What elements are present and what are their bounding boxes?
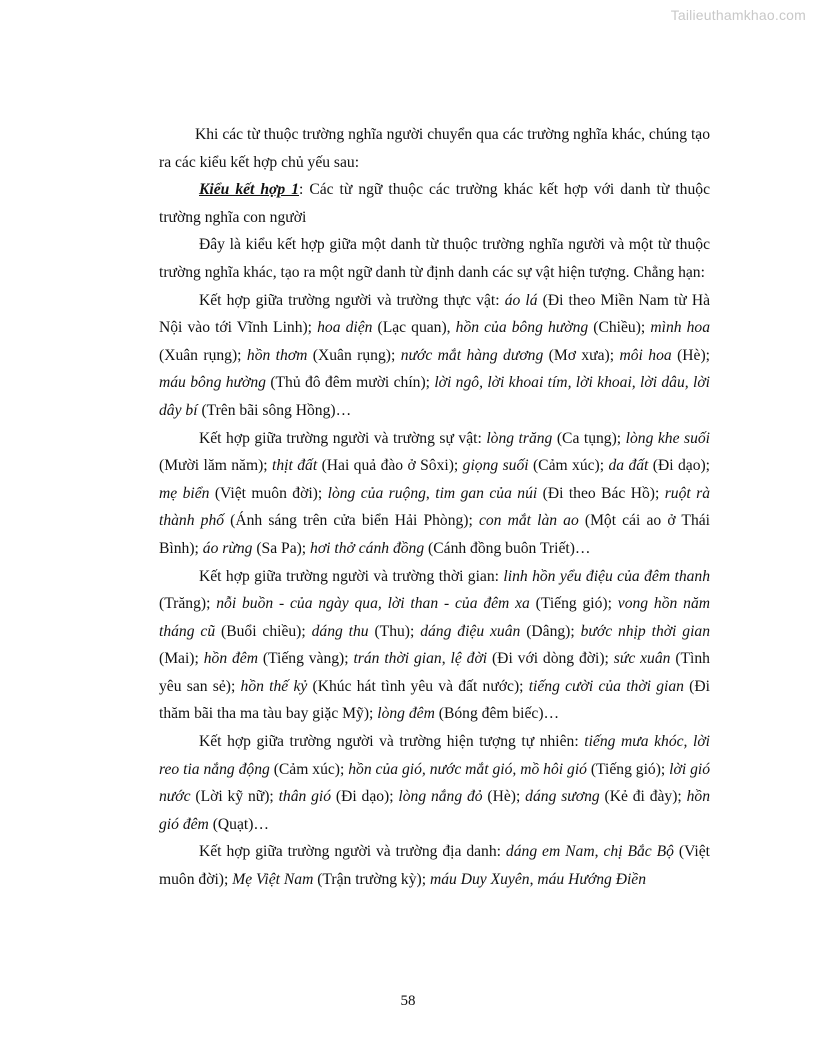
example-term: hồn đêm (203, 650, 258, 668)
example-text: , (594, 843, 604, 861)
example-term: nỗi buồn - của ngày qua, lời than - của đêm xa (216, 595, 530, 613)
example-term: dáng sương (525, 788, 600, 806)
example-term: tiếng mưa khóc, lời reo tia nắng động (159, 733, 710, 778)
example-term: thịt đất (272, 457, 318, 475)
example-text: , (425, 484, 436, 502)
example-term: hồn gió đêm (159, 788, 710, 833)
example-text: Kết hợp giữa trường người và trường sự vật: (199, 429, 487, 447)
example-term: hồn của gió, nước mắt gió, mồ hôi gió (348, 760, 587, 778)
example-term: linh hồn yểu điệu của đêm thanh (503, 567, 711, 585)
example-term: lòng đêm (377, 705, 435, 723)
example-term: áo rừng (202, 539, 253, 557)
example-text: (Lời kỹ nữ); (190, 788, 279, 806)
definition-paragraph: Đây là kiểu kết hợp giữa một danh từ thuộc trường nghĩa người và một từ thuộc trường nghĩa khác, tạo ra một ngữ danh từ định danh các sự vật hiện tượng. Chẳng hạn: (159, 236, 710, 281)
example-text: (Việt muôn đời); (159, 843, 710, 889)
example-text: (Tiếng vàng); (257, 650, 354, 668)
example-text: (Mơ xưa); (543, 346, 620, 364)
example-text: (Cánh đồng buôn Triết)… (424, 539, 591, 557)
example-term: lời ngô, lời khoai tím, lời khoai, lời dâu, lời dây bí (159, 374, 710, 419)
example-text: (Kẻ đi đày); (599, 788, 687, 806)
example-text: (Đi với dòng đời); (487, 650, 614, 668)
example-term: con mắt làn ao (478, 512, 579, 530)
example-text: , (529, 871, 538, 889)
type1-paragraph (159, 176, 710, 231)
example-term: môi hoa (619, 346, 672, 364)
type1-text: : Các từ ngữ thuộc các trường khác kết hợp với danh từ thuộc trường nghĩa con người (159, 181, 710, 226)
example-text: (Sa Pa); (252, 539, 311, 557)
example-text: (Khúc hát tình yêu và đất nước); (307, 677, 529, 695)
example-term: hồn thế kỷ (240, 677, 308, 695)
example-text: (Tình yêu san sẻ); (159, 650, 710, 695)
example-text: (Chiều); (588, 319, 651, 337)
example-term: chị Bắc Bộ (603, 843, 674, 861)
example-text: (Buổi chiều); (215, 622, 312, 640)
example-text: (Xuân rụng); (159, 346, 247, 364)
example-term: lời gió nước (159, 760, 710, 806)
example-term: hơi thở cánh đồng (310, 539, 425, 557)
example-text: (Đi dạo); (648, 457, 711, 475)
example-text: (Mười lăm năm); (159, 457, 273, 475)
example-text: (Cảm xúc); (269, 760, 349, 778)
example-term: hồn thơm (246, 346, 308, 364)
example-term: áo lá (504, 291, 538, 309)
example-text: (Đi dạo); (331, 788, 399, 806)
example-text: (Hè); (671, 346, 710, 364)
example-text: (Việt muôn đời); (209, 484, 328, 502)
example-text: , (441, 650, 451, 668)
example-term: vong hồn năm tháng cũ (159, 595, 711, 640)
example-term: dáng điệu xuân (420, 622, 521, 640)
example-paragraph (159, 728, 710, 838)
example-term: mẹ biển (159, 484, 210, 502)
example-text: (Mai); (159, 650, 204, 668)
example-text: (Ánh sáng trên cửa biển Hải Phòng); (224, 512, 479, 530)
page-number: 58 (400, 993, 416, 1009)
example-text: (Tiếng gió); (586, 760, 670, 778)
example-text: (Thủ đô đêm mười chín); (265, 374, 435, 392)
example-term: tiếng cười của thời gian (528, 677, 684, 695)
example-text: (Hai quả đào ở Sôxi); (317, 457, 463, 475)
example-term: ruột rà thành phố (159, 484, 710, 530)
page-body (159, 121, 710, 894)
example-text: (Đi theo Bác Hồ); (537, 484, 665, 502)
example-text: (Cảm xúc); (528, 457, 609, 475)
example-term: nước mắt hàng dương (400, 346, 544, 364)
example-term: máu Duy Xuyên (429, 871, 530, 889)
example-text: (Tiếng gió); (529, 595, 618, 613)
type1-label: Kiểu kết hợp 1 (199, 181, 299, 199)
example-text: (Thu); (368, 622, 421, 640)
example-text: (Đi theo Miền Nam từ Hà Nội vào tới Vĩnh Linh); (159, 291, 710, 337)
example-paragraph (159, 287, 710, 425)
example-text: Kết hợp giữa trường người và trường thực vật: (199, 291, 505, 309)
example-term: dáng em Nam (505, 843, 595, 861)
example-term: tim gan của núi (435, 484, 538, 502)
example-text: (Quạt)… (208, 815, 270, 833)
example-term: thân gió (278, 788, 332, 806)
example-term: hoa diện (317, 319, 373, 337)
watermark: Tailieuthamkhao.com (670, 7, 806, 23)
example-term: máu Hướng Điền (537, 871, 647, 889)
example-text: (Trận trường kỳ); (313, 871, 430, 889)
example-term: giọng suối (462, 457, 529, 475)
example-text: (Xuân rụng); (307, 346, 401, 364)
example-text: Kết hợp giữa trường người và trường thời gian: (199, 567, 504, 585)
example-term: mình hoa (650, 319, 711, 337)
example-term: máu bông hường (159, 374, 266, 392)
example-text: (Ca tụng); (552, 429, 626, 447)
example-text: (Đi thăm bãi tha ma tàu bay giặc Mỹ); (159, 677, 710, 723)
example-text: (Một cái ao ở Thái Bình); (159, 512, 710, 557)
example-term: lòng trăng (486, 429, 553, 447)
example-text: (Dâng); (520, 622, 581, 640)
example-term: lòng của ruộng (327, 484, 426, 502)
example-text: Kết hợp giữa trường người và trường hiện tượng tự nhiên: (199, 733, 585, 751)
example-text: Kết hợp giữa trường người và trường địa danh: (199, 843, 506, 861)
example-text: (Bóng đêm biếc)… (434, 705, 560, 723)
example-text: (Trên bãi sông Hồng)… (197, 401, 352, 419)
example-term: Mẹ Việt Nam (232, 871, 314, 889)
example-term: lòng khe suối (625, 429, 711, 447)
example-term: hồn của bông hường (455, 319, 589, 337)
example-text: (Trăng); (159, 595, 217, 613)
example-term: lòng nắng đỏ (398, 788, 483, 806)
example-term: lệ đời (450, 650, 488, 668)
intro-paragraph: Khi các từ thuộc trường nghĩa người chuyển qua các trường nghĩa khác, chúng tạo ra các kiểu kết hợp chủ yếu sau: (159, 126, 710, 171)
example-paragraph (159, 563, 710, 729)
examples-section (159, 287, 710, 894)
example-term: da đất (608, 457, 649, 475)
example-term: dáng thu (311, 622, 369, 640)
example-text: (Hè); (482, 788, 526, 806)
example-term: sức xuân (613, 650, 671, 668)
example-term: bước nhịp thời gian (580, 622, 710, 640)
example-paragraph (159, 425, 710, 563)
example-paragraph (159, 838, 710, 893)
example-term: trán thời gian (353, 650, 442, 668)
example-text: (Lạc quan), (372, 319, 456, 337)
